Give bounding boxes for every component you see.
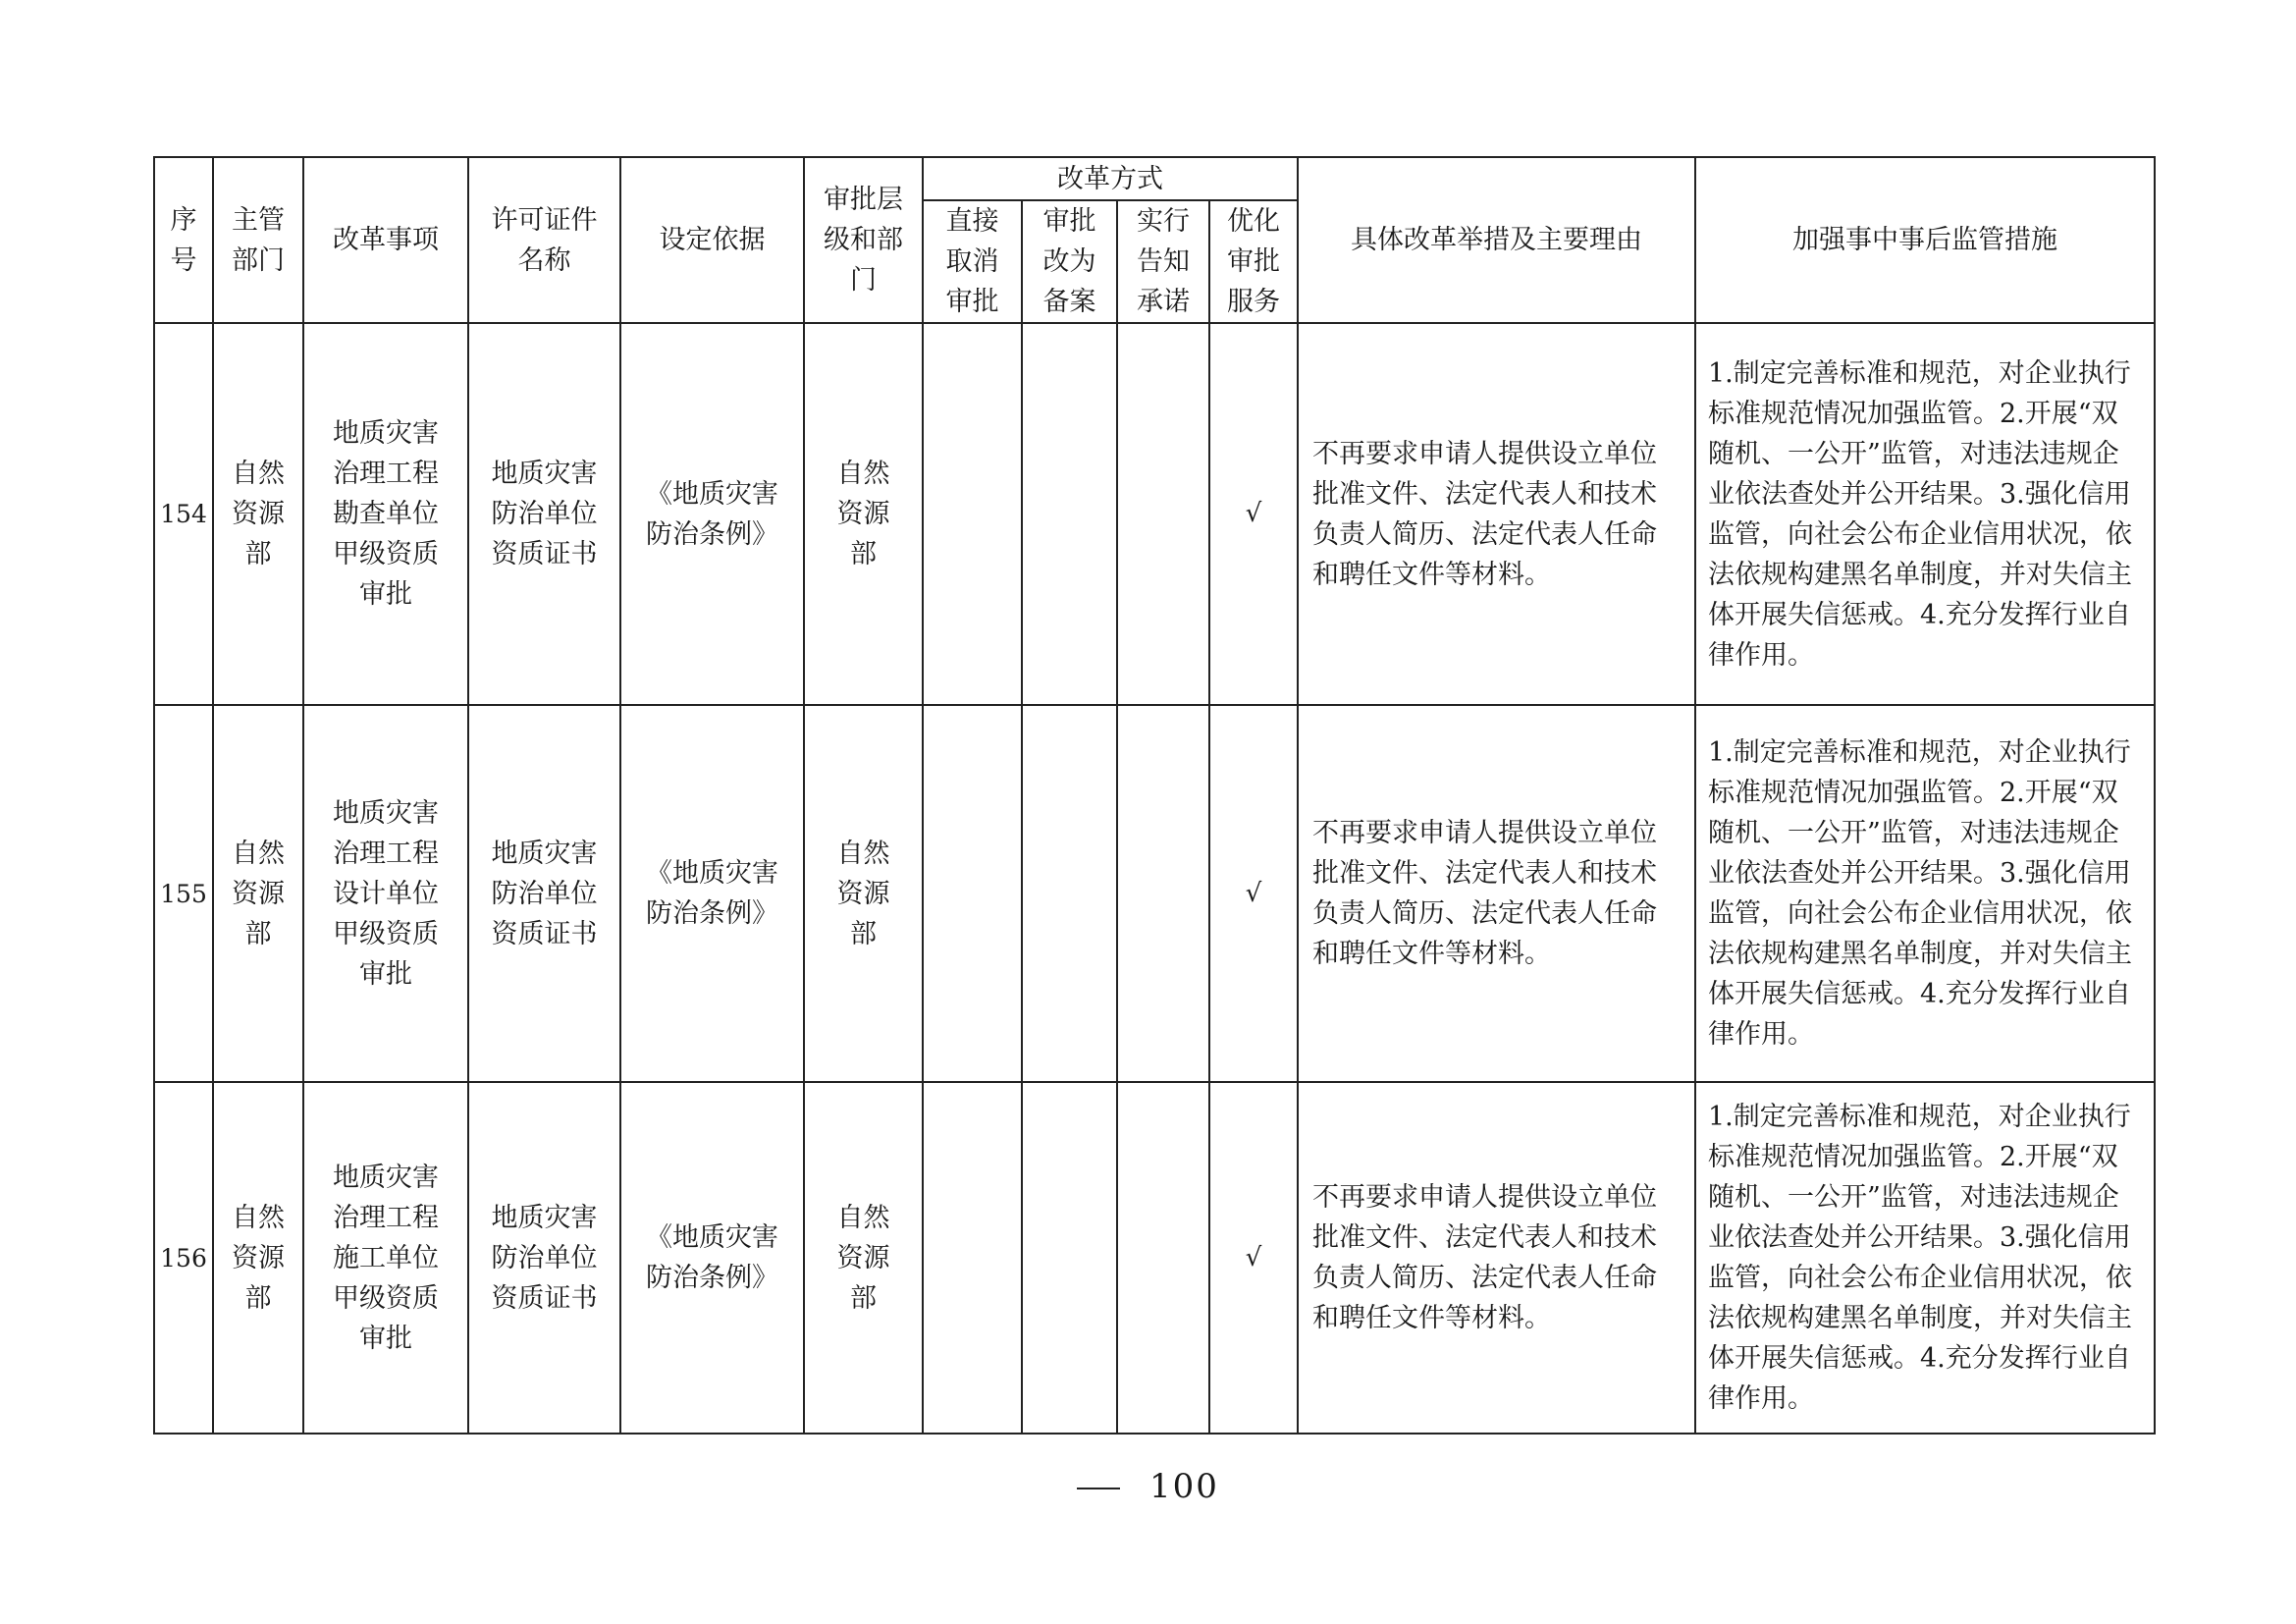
row-dept: 自然资源部 [213,1082,303,1434]
row-cert: 地质灾害防治单位资质证书 [468,705,620,1082]
header-reform-cancel: 直接取消审批 [923,200,1022,323]
row-measures: 1.制定完善标准和规范，对企业执行标准规范情况加强监管。2.开展“双随机、一公开”监管，对违法违规企业依法查处并公开结果。3.强化信用监管，向社会公布企业信用状况，依法依规构建黑名单制度，并对失信主体开展失信惩戒。4.充分发挥行业自律作用。 [1695,323,2155,705]
row-seq: 154 [154,323,213,705]
header-basis: 设定依据 [620,157,804,323]
row-seq: 156 [154,1082,213,1434]
table-row [154,1082,2155,1434]
row-cancel [923,705,1022,1082]
row-notice [1117,1082,1209,1434]
row-dept: 自然资源部 [213,705,303,1082]
header-reform-group: 改革方式 [923,157,1298,200]
header-cert: 许可证件名称 [468,157,620,323]
row-level: 自然资源部 [804,705,923,1082]
row-level: 自然资源部 [804,323,923,705]
row-reason: 不再要求申请人提供设立单位批准文件、法定代表人和技术负责人简历、法定代表人任命和聘任文件等材料。 [1298,1082,1695,1434]
header-dept: 主管部门 [213,157,303,323]
table-row [154,705,2155,1082]
row-cert: 地质灾害防治单位资质证书 [468,323,620,705]
row-level: 自然资源部 [804,1082,923,1434]
row-filing [1022,323,1117,705]
table-row [154,323,2155,705]
row-item: 地质灾害治理工程施工单位甲级资质审批 [303,1082,468,1434]
header-reform-optimize: 优化审批服务 [1209,200,1298,323]
row-reason: 不再要求申请人提供设立单位批准文件、法定代表人和技术负责人简历、法定代表人任命和聘任文件等材料。 [1298,323,1695,705]
row-filing [1022,705,1117,1082]
header-seq: 序号 [154,157,213,323]
row-dept: 自然资源部 [213,323,303,705]
header-reform-notice: 实行告知承诺 [1117,200,1209,323]
row-measures: 1.制定完善标准和规范，对企业执行标准规范情况加强监管。2.开展“双随机、一公开”监管，对违法违规企业依法查处并公开结果。3.强化信用监管，向社会公布企业信用状况，依法依规构建黑名单制度，并对失信主体开展失信惩戒。4.充分发挥行业自律作用。 [1695,705,2155,1082]
page-dash [1077,1488,1120,1489]
row-optimize-check: √ [1209,705,1298,1082]
row-notice [1117,705,1209,1082]
row-cancel [923,323,1022,705]
row-item: 地质灾害治理工程勘查单位甲级资质审批 [303,323,468,705]
header-reform-filing: 审批改为备案 [1022,200,1117,323]
row-filing [1022,1082,1117,1434]
row-basis: 《地质灾害防治条例》 [620,705,804,1082]
row-basis: 《地质灾害防治条例》 [620,323,804,705]
row-item: 地质灾害治理工程设计单位甲级资质审批 [303,705,468,1082]
row-optimize-check: √ [1209,1082,1298,1434]
row-cancel [923,1082,1022,1434]
header-item: 改革事项 [303,157,468,323]
header-reason: 具体改革举措及主要理由 [1298,157,1695,323]
header-measures: 加强事中事后监管措施 [1695,157,2155,323]
page-number: 100 [1149,1467,1219,1506]
row-optimize-check: √ [1209,323,1298,705]
row-reason: 不再要求申请人提供设立单位批准文件、法定代表人和技术负责人简历、法定代表人任命和聘任文件等材料。 [1298,705,1695,1082]
header-level: 审批层级和部门 [804,157,923,323]
row-notice [1117,323,1209,705]
row-basis: 《地质灾害防治条例》 [620,1082,804,1434]
row-seq: 155 [154,705,213,1082]
row-cert: 地质灾害防治单位资质证书 [468,1082,620,1434]
reform-table [153,156,2156,1435]
page-footer [0,1467,2296,1506]
row-measures: 1.制定完善标准和规范，对企业执行标准规范情况加强监管。2.开展“双随机、一公开”监管，对违法违规企业依法查处并公开结果。3.强化信用监管，向社会公布企业信用状况，依法依规构建黑名单制度，并对失信主体开展失信惩戒。4.充分发挥行业自律作用。 [1695,1082,2155,1434]
